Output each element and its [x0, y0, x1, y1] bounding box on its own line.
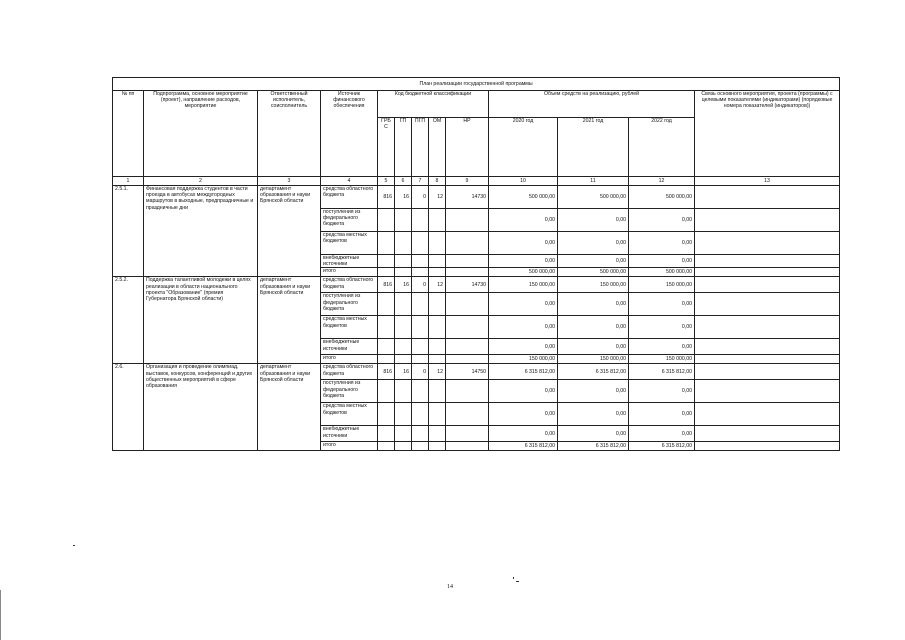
- funding-source: поступления из федерального бюджета: [321, 380, 378, 403]
- header-gp: ГП: [395, 118, 412, 177]
- scan-speck: [73, 545, 75, 546]
- value-2020: 0,00: [489, 380, 558, 403]
- header-budget-code: Код бюджетной классификации: [378, 91, 489, 118]
- funding-source: итого: [321, 442, 378, 451]
- code-gp: [395, 355, 412, 364]
- header-2020: 2020 год: [489, 118, 558, 177]
- code-om: [429, 255, 446, 268]
- page-number: 14: [447, 584, 453, 590]
- indicator-link: [695, 255, 840, 268]
- indicator-link: [695, 364, 840, 380]
- code-pgp: [412, 355, 429, 364]
- code-gp: 16: [395, 186, 412, 209]
- value-2021: 0,00: [558, 339, 629, 355]
- value-2021: 0,00: [558, 255, 629, 268]
- value-2021: 0,00: [558, 403, 629, 426]
- value-2020: 0,00: [489, 403, 558, 426]
- value-2020: 0,00: [489, 426, 558, 442]
- code-pgp: [412, 339, 429, 355]
- value-2021: 0,00: [558, 232, 629, 255]
- table-row: [113, 364, 840, 380]
- indicator-link: [695, 339, 840, 355]
- header-2021: 2021 год: [558, 118, 629, 177]
- code-grbs: 816: [378, 186, 395, 209]
- value-2020: 0,00: [489, 209, 558, 232]
- code-nr: [446, 339, 489, 355]
- funding-source: средства местных бюджетов: [321, 316, 378, 339]
- header-executor: Ответственный исполнитель, соисполнитель: [258, 91, 321, 177]
- indicator-link: [695, 355, 840, 364]
- value-2021: 0,00: [558, 380, 629, 403]
- funding-source: итого: [321, 355, 378, 364]
- code-nr: [446, 403, 489, 426]
- value-2021: 500 000,00: [558, 186, 629, 209]
- indicator-link: [695, 268, 840, 277]
- column-number-row: [113, 177, 840, 186]
- header-om: ОМ: [429, 118, 446, 177]
- code-grbs: 816: [378, 277, 395, 293]
- code-om: [429, 380, 446, 403]
- funding-source: средства областного бюджета: [321, 364, 378, 380]
- code-om: [429, 339, 446, 355]
- row-number: 2.5.1.: [113, 186, 144, 277]
- column-number-cell: 13: [695, 177, 840, 186]
- value-2020: 6 315 812,00: [489, 442, 558, 451]
- code-om: [429, 403, 446, 426]
- value-2021: 150 000,00: [558, 277, 629, 293]
- code-grbs: [378, 293, 395, 316]
- code-pgp: [412, 255, 429, 268]
- value-2020: 0,00: [489, 339, 558, 355]
- value-2022: 0,00: [629, 339, 695, 355]
- code-grbs: [378, 339, 395, 355]
- column-number-cell: 1: [113, 177, 144, 186]
- code-om: [429, 209, 446, 232]
- code-gp: [395, 380, 412, 403]
- value-2022: 0,00: [629, 426, 695, 442]
- code-grbs: [378, 268, 395, 277]
- code-pgp: [412, 426, 429, 442]
- header-source: Источник финансового обеспечения: [321, 91, 378, 177]
- column-number-cell: 2: [144, 177, 258, 186]
- code-grbs: 816: [378, 364, 395, 380]
- code-nr: [446, 209, 489, 232]
- code-pgp: [412, 316, 429, 339]
- code-grbs: [378, 442, 395, 451]
- header-link: Связь основного мероприятия, проекта (программы) с целевыми показателями (индикаторами) (порядковые номера показателей (индикаторов)): [695, 91, 840, 177]
- value-2021: 500 000,00: [558, 268, 629, 277]
- code-gp: [395, 316, 412, 339]
- value-2021: 6 315 812,00: [558, 364, 629, 380]
- value-2020: 500 000,00: [489, 186, 558, 209]
- value-2021: 0,00: [558, 209, 629, 232]
- code-pgp: [412, 232, 429, 255]
- code-gp: [395, 426, 412, 442]
- header-pgp: ПГП: [412, 118, 429, 177]
- value-2021: 150 000,00: [558, 355, 629, 364]
- funding-source: поступления из федерального бюджета: [321, 293, 378, 316]
- header-volume: Объем средств на реализацию, рублей: [489, 91, 695, 118]
- column-number-cell: 3: [258, 177, 321, 186]
- table-row: [113, 186, 840, 209]
- value-2022: 500 000,00: [629, 186, 695, 209]
- value-2021: 0,00: [558, 316, 629, 339]
- program-plan-table: [112, 77, 840, 451]
- code-om: [429, 426, 446, 442]
- code-nr: [446, 355, 489, 364]
- code-gp: [395, 442, 412, 451]
- column-number-cell: 12: [629, 177, 695, 186]
- code-grbs: [378, 403, 395, 426]
- code-gp: [395, 339, 412, 355]
- code-om: [429, 293, 446, 316]
- funding-source: итого: [321, 268, 378, 277]
- value-2022: 6 315 812,00: [629, 364, 695, 380]
- code-om: [429, 442, 446, 451]
- executor: департамент образования и науки Брянской области: [258, 364, 321, 451]
- code-gp: [395, 255, 412, 268]
- column-number-cell: 10: [489, 177, 558, 186]
- code-gp: 16: [395, 277, 412, 293]
- code-pgp: 0: [412, 186, 429, 209]
- value-2020: 0,00: [489, 232, 558, 255]
- column-number-cell: 5: [378, 177, 395, 186]
- indicator-link: [695, 316, 840, 339]
- header-2022: 2022 год: [629, 118, 695, 177]
- code-nr: [446, 293, 489, 316]
- funding-source: внебюджетные источники: [321, 255, 378, 268]
- header-subprogram: Подпрограмма, основное мероприятие (проект), направление расходов, мероприятие: [144, 91, 258, 177]
- measure-name: Поддержка талантливой молодежи в целях реализации в области национального проекта "Образование" (премия Губернатора Брянской области): [144, 277, 258, 364]
- code-om: 12: [429, 364, 446, 380]
- indicator-link: [695, 232, 840, 255]
- indicator-link: [695, 209, 840, 232]
- funding-source: средства местных бюджетов: [321, 403, 378, 426]
- code-nr: 14750: [446, 364, 489, 380]
- code-om: 12: [429, 277, 446, 293]
- indicator-link: [695, 277, 840, 293]
- scan-speck: [513, 577, 514, 579]
- code-om: [429, 355, 446, 364]
- row-number: 2.5.2.: [113, 277, 144, 364]
- code-nr: [446, 316, 489, 339]
- code-grbs: [378, 255, 395, 268]
- column-number-cell: 7: [412, 177, 429, 186]
- code-nr: [446, 380, 489, 403]
- header-grbs: ГРБС: [378, 118, 395, 177]
- code-pgp: 0: [412, 277, 429, 293]
- executor: департамент образования и науки Брянской области: [258, 277, 321, 364]
- value-2020: 0,00: [489, 255, 558, 268]
- code-grbs: [378, 209, 395, 232]
- column-number-cell: 9: [446, 177, 489, 186]
- value-2022: 0,00: [629, 380, 695, 403]
- value-2022: 6 315 812,00: [629, 442, 695, 451]
- value-2020: 0,00: [489, 316, 558, 339]
- code-gp: [395, 268, 412, 277]
- code-nr: [446, 255, 489, 268]
- value-2021: 0,00: [558, 426, 629, 442]
- code-gp: [395, 293, 412, 316]
- code-om: [429, 232, 446, 255]
- code-pgp: [412, 403, 429, 426]
- header-num: № пп: [113, 91, 144, 177]
- value-2021: 0,00: [558, 293, 629, 316]
- code-pgp: [412, 293, 429, 316]
- value-2021: 6 315 812,00: [558, 442, 629, 451]
- code-om: [429, 316, 446, 339]
- scan-edge: [0, 590, 1, 640]
- code-gp: [395, 232, 412, 255]
- header-nr: НР: [446, 118, 489, 177]
- column-number-cell: 4: [321, 177, 378, 186]
- code-pgp: 0: [412, 364, 429, 380]
- code-nr: 14730: [446, 277, 489, 293]
- code-grbs: [378, 232, 395, 255]
- code-grbs: [378, 316, 395, 339]
- column-number-cell: 11: [558, 177, 629, 186]
- code-nr: 14730: [446, 186, 489, 209]
- code-grbs: [378, 380, 395, 403]
- value-2020: 150 000,00: [489, 277, 558, 293]
- funding-source: внебюджетные источники: [321, 339, 378, 355]
- value-2022: 0,00: [629, 316, 695, 339]
- column-number-cell: 6: [395, 177, 412, 186]
- code-pgp: [412, 209, 429, 232]
- value-2022: 0,00: [629, 255, 695, 268]
- code-pgp: [412, 268, 429, 277]
- code-nr: [446, 232, 489, 255]
- indicator-link: [695, 293, 840, 316]
- value-2020: 500 000,00: [489, 268, 558, 277]
- code-grbs: [378, 355, 395, 364]
- value-2020: 150 000,00: [489, 355, 558, 364]
- code-gp: [395, 403, 412, 426]
- value-2022: 0,00: [629, 232, 695, 255]
- indicator-link: [695, 403, 840, 426]
- code-om: [429, 268, 446, 277]
- funding-source: средства областного бюджета: [321, 186, 378, 209]
- code-grbs: [378, 426, 395, 442]
- executor: департамент образования и науки Брянской области: [258, 186, 321, 277]
- value-2022: 0,00: [629, 293, 695, 316]
- indicator-link: [695, 186, 840, 209]
- value-2022: 150 000,00: [629, 277, 695, 293]
- table-title: План реализации государственной программы: [113, 78, 840, 91]
- code-gp: [395, 209, 412, 232]
- code-nr: [446, 268, 489, 277]
- funding-source: внебюджетные источники: [321, 426, 378, 442]
- code-gp: 16: [395, 364, 412, 380]
- funding-source: средства областного бюджета: [321, 277, 378, 293]
- value-2022: 150 000,00: [629, 355, 695, 364]
- code-nr: [446, 426, 489, 442]
- scan-speck: [516, 581, 519, 582]
- code-om: 12: [429, 186, 446, 209]
- value-2022: 500 000,00: [629, 268, 695, 277]
- measure-name: Финансовая поддержка студентов в части проезда в автобусах междугородных маршрутов в выходные, предпраздничные и праздничные дни: [144, 186, 258, 277]
- indicator-link: [695, 442, 840, 451]
- funding-source: поступления из федерального бюджета: [321, 209, 378, 232]
- value-2022: 0,00: [629, 403, 695, 426]
- measure-name: Организация и проведение олимпиад, выставок, конкурсов, конференций и других общественных мероприятий в сфере образования: [144, 364, 258, 451]
- indicator-link: [695, 426, 840, 442]
- value-2020: 0,00: [489, 293, 558, 316]
- indicator-link: [695, 380, 840, 403]
- row-number: 2.6.: [113, 364, 144, 451]
- code-nr: [446, 442, 489, 451]
- column-number-cell: 8: [429, 177, 446, 186]
- funding-source: средства местных бюджетов: [321, 232, 378, 255]
- code-pgp: [412, 442, 429, 451]
- code-pgp: [412, 380, 429, 403]
- table-row: [113, 277, 840, 293]
- value-2022: 0,00: [629, 209, 695, 232]
- value-2020: 6 315 812,00: [489, 364, 558, 380]
